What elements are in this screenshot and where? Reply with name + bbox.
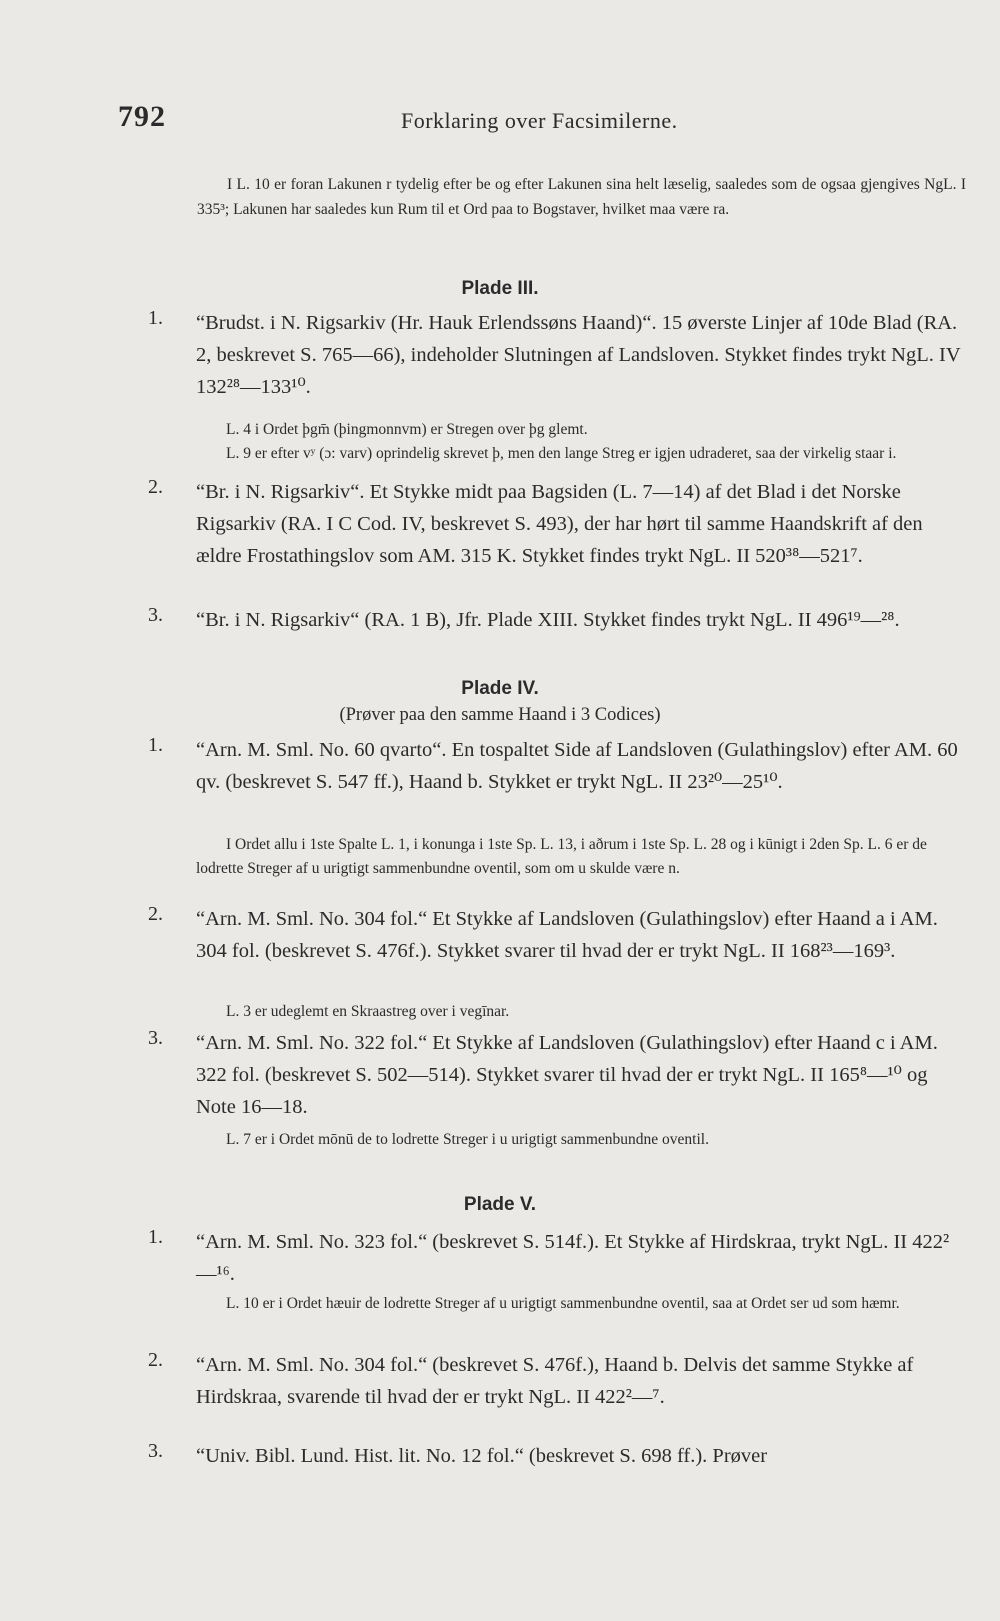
note-line: L. 3 er udeglemt en Skraastreg over i vegīnar. (226, 1003, 510, 1020)
list-item (148, 1027, 966, 1123)
entry-number: 2. (148, 903, 163, 925)
entry-number: 3. (148, 1440, 163, 1462)
entry-note (196, 1000, 966, 1024)
entry-note (196, 1292, 966, 1316)
list-item (148, 1226, 966, 1290)
list-item (148, 307, 966, 403)
entry-number: 2. (148, 1349, 163, 1371)
entry-text: “Univ. Bibl. Lund. Hist. lit. No. 12 fol.“ (beskrevet S. 698 ff.). Prøver (196, 1445, 768, 1467)
entry-number: 1. (148, 307, 163, 329)
entry-text: “Arn. M. Sml. No. 323 fol.“ (beskrevet S. 514f.). Et Stykke af Hirdskraa, trykt NgL. II 422²—¹⁶. (196, 1231, 950, 1285)
list-item (148, 604, 966, 636)
entry-number: 1. (148, 1226, 163, 1248)
list-item (148, 903, 966, 967)
entry-number: 1. (148, 734, 163, 756)
page-header (118, 100, 940, 140)
entry-number: 2. (148, 476, 163, 498)
section-heading: Plade V. (463, 1194, 537, 1215)
entry-text: “Br. i N. Rigsarkiv“ (RA. 1 B), Jfr. Plade XIII. Stykket findes trykt NgL. II 496¹⁹—²⁸. (196, 609, 900, 631)
page-number: 792 (118, 100, 166, 133)
intro-paragraph: I L. 10 er foran Lakunen r tydelig efter be og efter Lakunen sina helt læselig, saaledes som de ogsaa gjengives NgL. I 335³; Lakunen har saaledes kun Rum til et Ord paa to Bogstaver, hvilket maa være ra. (197, 176, 966, 218)
entry-number: 3. (148, 604, 163, 626)
entry-text: “Br. i N. Rigsarkiv“. Et Stykke midt paa Bagsiden (L. 7—14) af det Blad i det Norske Rigsarkiv (RA. I C Cod. IV, beskrevet S. 493), der har hørt til samme Haandskrift af den ældre Frostathingslov som AM. 315 K. Stykket findes trykt NgL. II 520³⁸—521⁷. (196, 481, 923, 567)
note-line: L. 7 er i Ordet mōnū de to lodrette Streger i u urigtigt sammenbundne oventil. (226, 1131, 709, 1148)
list-item (148, 734, 966, 798)
section-heading: Plade IV. (461, 678, 539, 699)
entry-text: “Arn. M. Sml. No. 304 fol.“ (beskrevet S. 476f.), Haand b. Delvis det samme Stykke af Hirdskraa, svarende til hvad der er trykt NgL. II 422²—⁷. (196, 1354, 914, 1408)
entry-text: “Arn. M. Sml. No. 322 fol.“ Et Stykke af Landsloven (Gulathingslov) efter Haand c i AM. 322 fol. (beskrevet S. 502—514). Stykket svarer til hvad der er trykt NgL. II 165⁸—¹⁰ og Note 16—18. (196, 1032, 938, 1118)
list-item (148, 1349, 966, 1413)
section-subheading: (Prøver paa den samme Haand i 3 Codices) (339, 705, 661, 725)
running-title: Forklaring over Facsimilerne. (401, 108, 678, 133)
note-line: L. 9 er efter vʸ (ɔ: varv) oprindelig skrevet þ, men den lange Streg er igjen udraderet, saa der virkelig staar i. (226, 445, 897, 462)
entry-note (196, 1128, 966, 1152)
entry-text: “Arn. M. Sml. No. 304 fol.“ Et Stykke af Landsloven (Gulathingslov) efter Haand a i AM. 304 fol. (beskrevet S. 476f.). Stykket svarer til hvad der er trykt NgL. II 168²³—169³. (196, 908, 938, 962)
list-item (148, 476, 966, 572)
section-heading: Plade III. (461, 278, 539, 299)
note-line: I Ordet allu i 1ste Spalte L. 1, i konunga i 1ste Sp. L. 13, i aðrum i 1ste Sp. L. 28 og i kūnigt i 2den Sp. L. 6 er de lodrette Streger af u urigtigt sammenbundne oventil, som om u skulde være n. (196, 836, 927, 877)
entry-text: “Arn. M. Sml. No. 60 qvarto“. En tospaltet Side af Landsloven (Gulathingslov) efter AM. 60 qv. (beskrevet S. 547 ff.), Haand b. Stykket er trykt NgL. II 23²⁰—25¹⁰. (196, 739, 958, 793)
entry-text: “Brudst. i N. Rigsarkiv (Hr. Hauk Erlendssøns Haand)“. 15 øverste Linjer af 10de Blad (RA. 2, beskrevet S. 765—66), indeholder Slutningen af Landsloven. Stykket findes trykt NgL. IV 132²⁸—133¹⁰. (196, 312, 961, 398)
note-line: L. 4 i Ordet þgm̄ (þingmonnvm) er Stregen over þg glemt. (226, 421, 588, 438)
list-item (148, 1440, 966, 1472)
note-line: L. 10 er i Ordet hæuir de lodrette Streger af u urigtigt sammenbundne oventil, saa at Ordet ser ud som hæmr. (226, 1295, 900, 1312)
entry-number: 3. (148, 1027, 163, 1049)
entry-note (196, 418, 966, 466)
entry-note (196, 833, 966, 881)
